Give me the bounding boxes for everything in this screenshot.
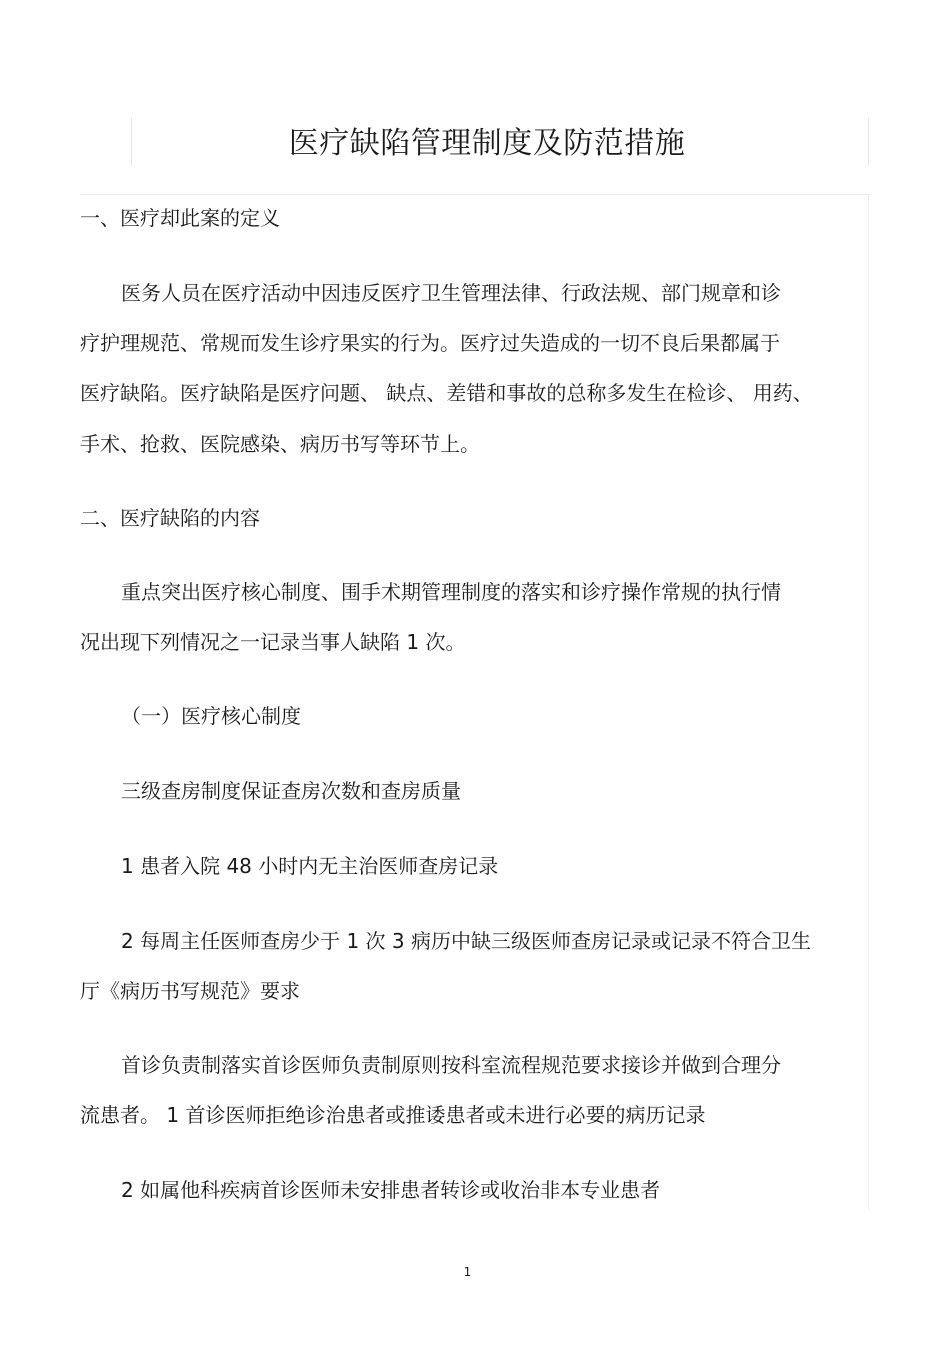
frame-line-horizontal: [80, 194, 870, 195]
document-title: 医疗缺陷管理制度及防范措施: [288, 126, 686, 161]
section2-heading: 二、医疗缺陷的内容: [80, 506, 260, 530]
rounds-item-2-line-2: 厅《病历书写规范》要求: [80, 979, 300, 1003]
page-number: 1: [463, 1265, 472, 1279]
first-visit-para-line-1: 首诊负责制落实首诊医师负责制原则按科室流程规范要求接诊并做到合理分: [121, 1053, 781, 1077]
section1-heading: 一、医疗却此案的定义: [80, 206, 280, 230]
section1-para-line-1: 医务人员在医疗活动中因违反医疗卫生管理法律、行政法规、部门规章和诊: [121, 281, 781, 305]
rounds-heading: 三级查房制度保证查房次数和查房质量: [121, 779, 461, 803]
subsection-heading: （一）医疗核心制度: [121, 704, 301, 728]
section2-para-line-2: 况出现下列情况之一记录当事人缺陷 1 次。: [80, 630, 466, 654]
frame-line-right-body: [868, 195, 869, 1210]
first-visit-para-line-2: 流患者。 1 首诊医师拒绝诊治患者或推诿患者或未进行必要的病历记录: [80, 1103, 706, 1127]
section1-para-line-2: 疗护理规范、常规而发生诊疗果实的行为。医疗过失造成的一切不良后果都属于: [80, 331, 780, 355]
rounds-item-2-line-1: 2 每周主任医师查房少于 1 次 3 病历中缺三级医师查房记录或记录不符合卫生: [121, 929, 811, 953]
section1-para-line-3: 医疗缺陷。医疗缺陷是医疗问题、 缺点、差错和事故的总称多发生在检诊、 用药、: [80, 381, 813, 405]
section1-para-line-4: 手术、抢救、医院感染、病历书写等环节上。: [80, 432, 480, 456]
first-visit-item-2: 2 如属他科疾病首诊医师未安排患者转诊或收治非本专业患者: [121, 1178, 661, 1202]
rounds-item-1: 1 患者入院 48 小时内无主治医师查房记录: [121, 854, 499, 878]
section2-para-line-1: 重点突出医疗核心制度、围手术期管理制度的落实和诊疗操作常规的执行情: [121, 580, 781, 604]
